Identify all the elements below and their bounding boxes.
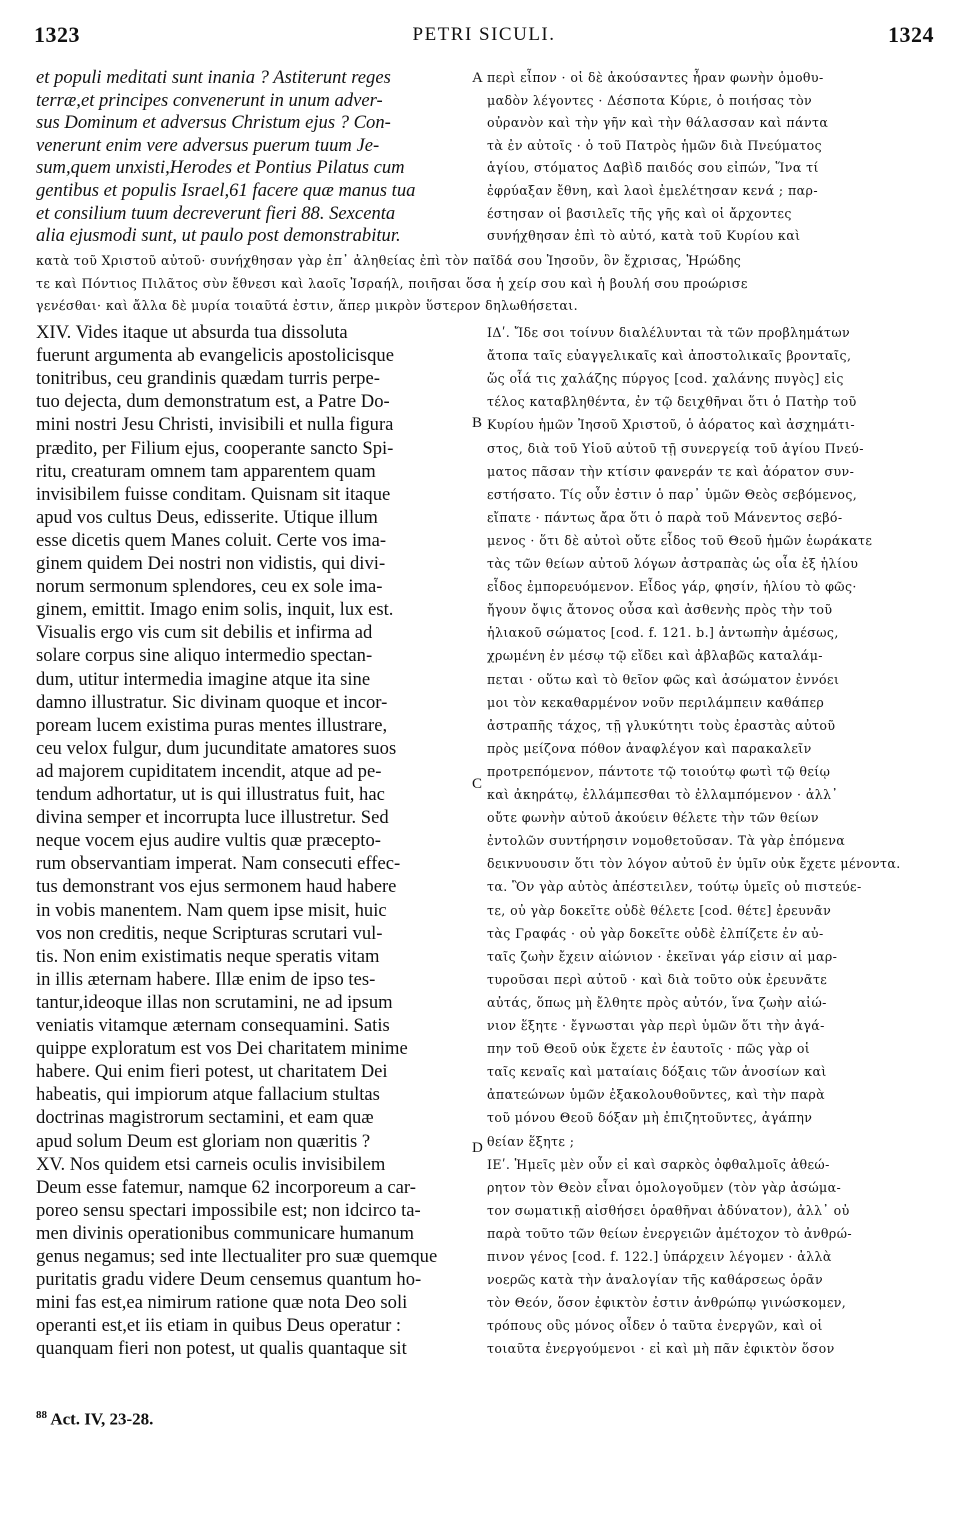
latin-line: puritatis gradu videre Deum censemus quantum ho-: [36, 1269, 422, 1291]
greek-line: μαδὸν λέγοντες · Δέσποτα Κύριε, ὁ ποιήσας τὸν: [487, 92, 813, 108]
greek-line: τὸν Θεόν, ὅσον ἐφικτὸν ἐστιν ἀνθρώπῳ γινώσκομεν,: [487, 1295, 847, 1311]
greek-line: καὶ ἀκηράτῳ, ἐλλάμπεσθαι τὸ ἐλλαμπόμενον · ἀλλ᾽: [487, 787, 839, 802]
latin-line: tendum adhortatur, ut is qui illustratus fuit, hac: [36, 784, 385, 805]
greek-line: τρόπους οὓς μόνος οἶδεν ὁ ταῦτα ἐνεργῶν, καὶ οἱ: [487, 1318, 823, 1334]
latin-line: prædito, per Filium ejus, cooperante sancto Spi-: [36, 437, 394, 459]
latin-line: XV. Nos quidem etsi carneis oculis invisibilem: [36, 1153, 386, 1175]
latin-line: men divinis operationibus communicare humanum: [36, 1222, 414, 1244]
latin-line-italic: sum,quem unxisti,Herodes et Pontius Pilatus cum: [36, 157, 405, 179]
running-title: PETRI SICULI.: [412, 24, 556, 45]
latin-line: XIV. Vides itaque ut absurda tua dissoluta: [36, 322, 348, 343]
greek-line: παρὰ τοῦτο τῶν θείων ἐνεργειῶν ἀμέτοχον τὸ ἀνθρώ-: [487, 1225, 853, 1241]
greek-line-wide: κατὰ τοῦ Χριστοῦ αὐτοῦ· συνήχθησαν γὰρ ἐπ᾽ ἀληθείας ἐπὶ τὸν παῖδά σου Ἰησοῦν, ὃν ἔχρισας, Ἡρώδης: [36, 253, 742, 268]
latin-line-italic: alia ejusmodi sunt, ut paulo post demonstrabitur.: [36, 225, 401, 247]
greek-line: θείαν ἕξητε ;: [487, 1133, 575, 1149]
greek-line: ΙΔʹ. Ἴδε σοι τοίνυν διαλέλυνται τὰ τῶν προβλημάτων: [487, 325, 851, 340]
greek-line: ἤγουν ὄψις ἄτονος οὖσα καὶ ἀσθενὴς πρὸς τὴν τοῦ: [487, 602, 833, 618]
latin-line: ad majorem cupiditatem incendit, atque ad pe-: [36, 760, 382, 782]
greek-line: τὰ ἐν αὐτοῖς · ὁ τοῦ Πατρὸς ἡμῶν διὰ Πνεύματος: [487, 137, 823, 153]
latin-line: damno illustratur. Sic divinam quoque et incor-: [36, 691, 388, 713]
latin-line: vos non creditis, neque Scripturas scrutari vul-: [36, 922, 383, 944]
greek-line: ἁγίου, στόματος Δαβὶδ παιδός σου εἰπών, Ἵνα τί: [487, 160, 819, 176]
latin-line: ceu velox fulgur, dum jucunditate amatores suos: [36, 737, 397, 759]
greek-line: πρὸς μείζονα πόθον ἀναφλέγον καὶ παρακαλεῖν: [487, 740, 812, 756]
greek-line: εἴπατε · πάντως ἄρα ὅτι ὁ παρὰ τοῦ Μάνεντος σεβό-: [487, 509, 843, 525]
latin-line: mini fas est,ea nimirum ratione quæ nota Deo soli: [36, 1292, 408, 1314]
latin-line: ginem quidem Dei nostri non vidistis, qui divi-: [36, 553, 386, 574]
margin-marker: C: [472, 776, 483, 792]
greek-line: συνήχθησαν ἐπὶ τὸ αὐτό, κατὰ τοῦ Κυρίου καὶ: [487, 228, 801, 244]
greek-line: οὐρανὸν καὶ τὴν γῆν καὶ τὴν θάλασσαν καὶ πάντα: [487, 115, 829, 131]
page-number-left: 1323: [34, 22, 80, 47]
latin-line: invisibilem fuisse conditam. Quisnam sit itaque: [36, 483, 391, 505]
latin-line: poream lucem existima puras mentes illustrare,: [36, 714, 388, 736]
greek-line: τε, οὐ γὰρ δοκεῖτε οὐδὲ θέλετε [cod. θέτε] ἐρευνᾶν: [487, 902, 832, 918]
greek-line: δεικνυουσιν ὅτι τὸν λόγον αὐτοῦ ἐν ὑμῖν οὐκ ἔχετε μένοντα.: [487, 856, 901, 872]
greek-line: τυροῦσαι περὶ αὐτοῦ · καὶ διὰ τοῦτο οὐκ ἐρευνᾶτε: [487, 971, 828, 987]
footnote: [36, 1409, 153, 1430]
greek-line: ταῖς ζωὴν ἔχειν αἰώνιον · ἐκεῖναι γάρ εἰσιν αἱ μαρ-: [487, 948, 838, 964]
latin-line: Deum esse fatemur, namque 62 incorporeum a car-: [36, 1176, 416, 1198]
greek-line: Κυρίου ἡμῶν Ἰησοῦ Χριστοῦ, ὁ ἀόρατος καὶ ἀσχημάτι-: [487, 417, 855, 433]
greek-line: ἐφρύαξαν ἔθνη, καὶ λαοὶ ἐμελέτησαν κενά ; παρ-: [487, 183, 819, 198]
greek-line: ταῖς κεναῖς καὶ ματαίαις δόξαις τῶν ἀνοσίων καὶ: [487, 1064, 827, 1080]
latin-line: apud vos cultus Deus, edisserite. Utique illum: [36, 506, 378, 528]
latin-line: quanquam fieri non potest, ut qualis quantaque sit: [36, 1338, 407, 1360]
margin-marker: D: [472, 1140, 483, 1156]
greek-line: περὶ εἶπον · οἱ δὲ ἀκούσαντες ἦραν φωνὴν ὁμοθυ-: [487, 70, 824, 85]
greek-line: ματος πᾶσαν τὴν κτίσιν φανεράν τε καὶ ἀόρατον συν-: [487, 463, 855, 479]
greek-line: εστήσατο. Τίς οὖν ἐστιν ὁ παρ᾽ ὑμῶν Θεὸς σεβόμενος,: [487, 486, 858, 502]
greek-line: τον σωματικῇ αἰσθήσει ὁραθῆναι ἀδύνατον), ἀλλ᾽ οὐ: [487, 1202, 850, 1218]
greek-line-wide: τε καὶ Πόντιος Πιλᾶτος σὺν ἔθνεσι καὶ λαοῖς Ἰσραήλ, ποιῆσαι ὅσα ἡ χείρ σου καὶ ἡ βουλή σου προώρισε: [36, 275, 748, 291]
greek-line: ἄτοπα ταῖς εὐαγγελικαῖς καὶ ἀποστολικαῖς βρονταῖς,: [487, 348, 852, 364]
latin-line: fuerunt argumenta ab evangelicis apostolicisque: [36, 345, 394, 367]
latin-line: Visualis ergo vis cum sit debilis et infirma ad: [36, 622, 373, 644]
greek-line: μοι τὸν κεκαθαρμένον νοῦν περιλάμπειν καθάπερ: [487, 694, 825, 710]
latin-line: habere. Qui enim fieri potest, ut charitatem Dei: [36, 1061, 388, 1083]
latin-line: doctrinas magistrorum sectamini, et eam quæ: [36, 1107, 374, 1129]
latin-line: tus demonstrant vos ejus sermonem haud habere: [36, 876, 397, 898]
latin-line: ritu, creaturam omnem tam apparentem quam: [36, 460, 376, 482]
footnote-text: Act. IV, 23-28.: [50, 1409, 154, 1429]
latin-line: apud solum Deum est gloriam non quæritis ?: [36, 1130, 371, 1152]
latin-line: tuo dejecta, dum demonstratum est, a Patre Do-: [36, 391, 390, 413]
greek-line: πην τοῦ Θεοῦ οὐκ ἔχετε ἐν ἑαυτοῖς · πῶς γὰρ οἱ: [487, 1041, 811, 1057]
latin-line-italic: gentibus et populis Israel,61 facere quæ manus tua: [36, 180, 416, 201]
latin-line: habeatis, qui impiorum atque fallacium stultas: [36, 1084, 380, 1106]
greek-line: τὰς τῶν θείων αὐτοῦ λόγων ἀστραπὰς ὡς οἷα ἐξ ἡλίου: [487, 556, 859, 571]
page-header: [34, 22, 934, 56]
latin-line: norum sermonum splendores, ceu ex sole ima-: [36, 576, 383, 598]
latin-line: poreo sensu spectari impossibile est; non idcirco ta-: [36, 1199, 421, 1221]
greek-line: τοῦ μόνου Θεοῦ δόξαν μὴ ἐπιζητοῦντες, ἀγάπην: [487, 1110, 813, 1126]
latin-line-italic: sus Dominum et adversus Christum ejus ? Con-: [36, 112, 391, 134]
latin-line: tantur,ideoque illas non scrutamini, ne ad ipsum: [36, 991, 393, 1013]
greek-line-wide: γενέσθαι· καὶ ἄλλα δὲ μυρία τοιαῦτά ἐστιν, ἅπερ μικρὸν ὕστερον δηλωθήσεται.: [36, 298, 579, 314]
latin-line: divina semper et incorrupta luce illustretur. Sed: [36, 807, 389, 829]
latin-line: esse dicetis quem Manes coluit. Certe vos ima-: [36, 529, 387, 551]
greek-line: τὰς Γραφάς · οὐ γὰρ δοκεῖτε οὐδὲ ἐλπίζετε ἐν αὐ-: [487, 925, 824, 941]
margin-marker: B: [472, 415, 483, 431]
greek-line: μενος · ὅτι δὲ αὐτοὶ οὔτε εἶδος τοῦ Θεοῦ ἡμῶν ἑωράκατε: [487, 532, 873, 548]
greek-line: ἡλιακοῦ σώματος [cod. f. 121. b.] ἀντωπὴν ἀμέσως,: [487, 625, 839, 641]
greek-line: ἐντολῶν συντήρησιν νομοθετοῦσαν. Τὰ γὰρ ἑπόμενα: [487, 833, 846, 849]
page-number-right: 1324: [888, 22, 934, 47]
latin-line: solare corpus sine aliquo intermedio spectan-: [36, 645, 373, 667]
greek-line: πεται · οὕτω καὶ τὸ θεῖον φῶς καὶ ἀσώματον ἐννόει: [487, 671, 840, 687]
latin-line: rum observantiam imperat. Nam consecuti effec-: [36, 853, 401, 875]
greek-line: τέλος καταβληθέντα, ἐν τῷ δειχθῆναι ὅτι ὁ Πατὴρ τοῦ: [487, 394, 857, 410]
latin-line: veniatis vitamque æternam consequamini. Satis: [36, 1015, 390, 1036]
greek-line: νοερῶς κατὰ τὴν ἀναλογίαν τῆς καθάρσεως ὁρᾶν: [487, 1272, 823, 1288]
greek-line: τα. Ὃν γὰρ αὐτὸς ἀπέστειλεν, τούτῳ ὑμεῖς οὐ πιστεύε-: [487, 879, 862, 895]
latin-line: dum, utitur intermedia imagine atque ita sine: [36, 668, 371, 690]
latin-line-italic: et consilium tuum decreverunt fieri 88. Sexcenta: [36, 202, 396, 224]
greek-line: οὔτε φωνὴν αὐτοῦ ἀκούειν θέλετε τὴν τῶν θείων: [487, 810, 819, 826]
greek-line: ὥς οἷά τις χαλάζης πύργος [cod. χαλάνης πυγὸς] εἰς: [487, 371, 844, 387]
greek-line: ΙΕʹ. Ἡμεῖς μὲν οὖν εἰ καὶ σαρκὸς ὀφθαλμοῖς ἀθεώ-: [487, 1156, 830, 1172]
latin-line: quippe exploratum est vos Dei charitatem minime: [36, 1038, 408, 1060]
greek-line: τοιαῦτα ἐνεργούμενοι · εἰ καὶ μὴ πᾶν ἐφικτὸν ὅσον: [487, 1341, 835, 1357]
greek-line: εἶδος ἐμπορευόμενον. Εἶδος γάρ, φησίν, ἡλίου τὸ φῶς·: [487, 579, 857, 595]
greek-line: έστησαν οἱ βασιλεῖς τῆς γῆς καὶ οἱ ἄρχοντες: [487, 205, 792, 221]
greek-line: χρωμένη ἐν μέσῳ τῷ εἴδει καὶ ἀβλαβῶς καταλάμ-: [487, 648, 823, 664]
latin-line: in vobis manentem. Nam quem ipse misit, huic: [36, 899, 387, 921]
greek-line: στος, διὰ τοῦ Υἱοῦ αὐτοῦ τῇ συνεργείᾳ τοῦ ἁγίου Πνεύ-: [487, 440, 864, 456]
greek-line: αὐτάς, ὅπως μὴ ἔλθητε πρὸς αὐτόν, ἵνα ζωὴν αἰώ-: [487, 994, 827, 1010]
greek-line: πινον γένος [cod. f. 122.] ὑπάρχειν λέγομεν · ἀλλὰ: [487, 1249, 832, 1264]
greek-line: προτρεπόμενον, πάντοτε τῷ τοιούτῳ φωτὶ τῷ θείῳ: [487, 763, 831, 779]
greek-line: ἀπατεώνων ὑμῶν ἐξακολουθοῦντες, καὶ τὴν παρὰ: [487, 1087, 826, 1103]
greek-line: ἀστραπῆς τάχος, τῇ γλυκύτητι τοὺς ἐραστὰς αὐτοῦ: [487, 717, 836, 733]
latin-line: ginem, emittit. Imago enim solis, inquit, lux est.: [36, 599, 394, 621]
latin-line: in illis æternam habere. Illæ enim de ipso tes-: [36, 968, 376, 990]
latin-line-italic: et populi meditati sunt inania ? Astiterunt reges: [36, 67, 391, 88]
latin-line: tis. Non enim existimatis neque speratis vitam: [36, 945, 380, 967]
latin-line: neque vocem ejus audire vultis quæ præcepto-: [36, 830, 381, 852]
latin-line: operanti est,et iis etiam in quibus Deus operatur :: [36, 1315, 402, 1337]
margin-marker: A: [472, 70, 483, 86]
latin-line: genus negamus; sed inte llectualiter pro suæ quemque: [36, 1246, 438, 1267]
footnote-number: 88: [36, 1409, 47, 1421]
latin-line: tonitribus, ceu grandinis quædam turris perpe-: [36, 368, 380, 390]
latin-line: mini nostri Jesu Christi, invisibili et nulla figura: [36, 414, 394, 436]
latin-line-italic: terræ,et principes convenerunt in unum adver-: [36, 89, 383, 111]
latin-line-italic: venerunt enim vere adversus puerum tuum Je-: [36, 134, 380, 156]
greek-line: νιον ἕξητε · ἔγνωσται γὰρ περὶ ὑμῶν ὅτι τὴν ἀγά-: [487, 1018, 825, 1033]
greek-line: ρητον τὸν Θεὸν εἶναι ὁμολογοῦμεν (τὸν γὰρ ἀσώμα-: [487, 1179, 842, 1195]
